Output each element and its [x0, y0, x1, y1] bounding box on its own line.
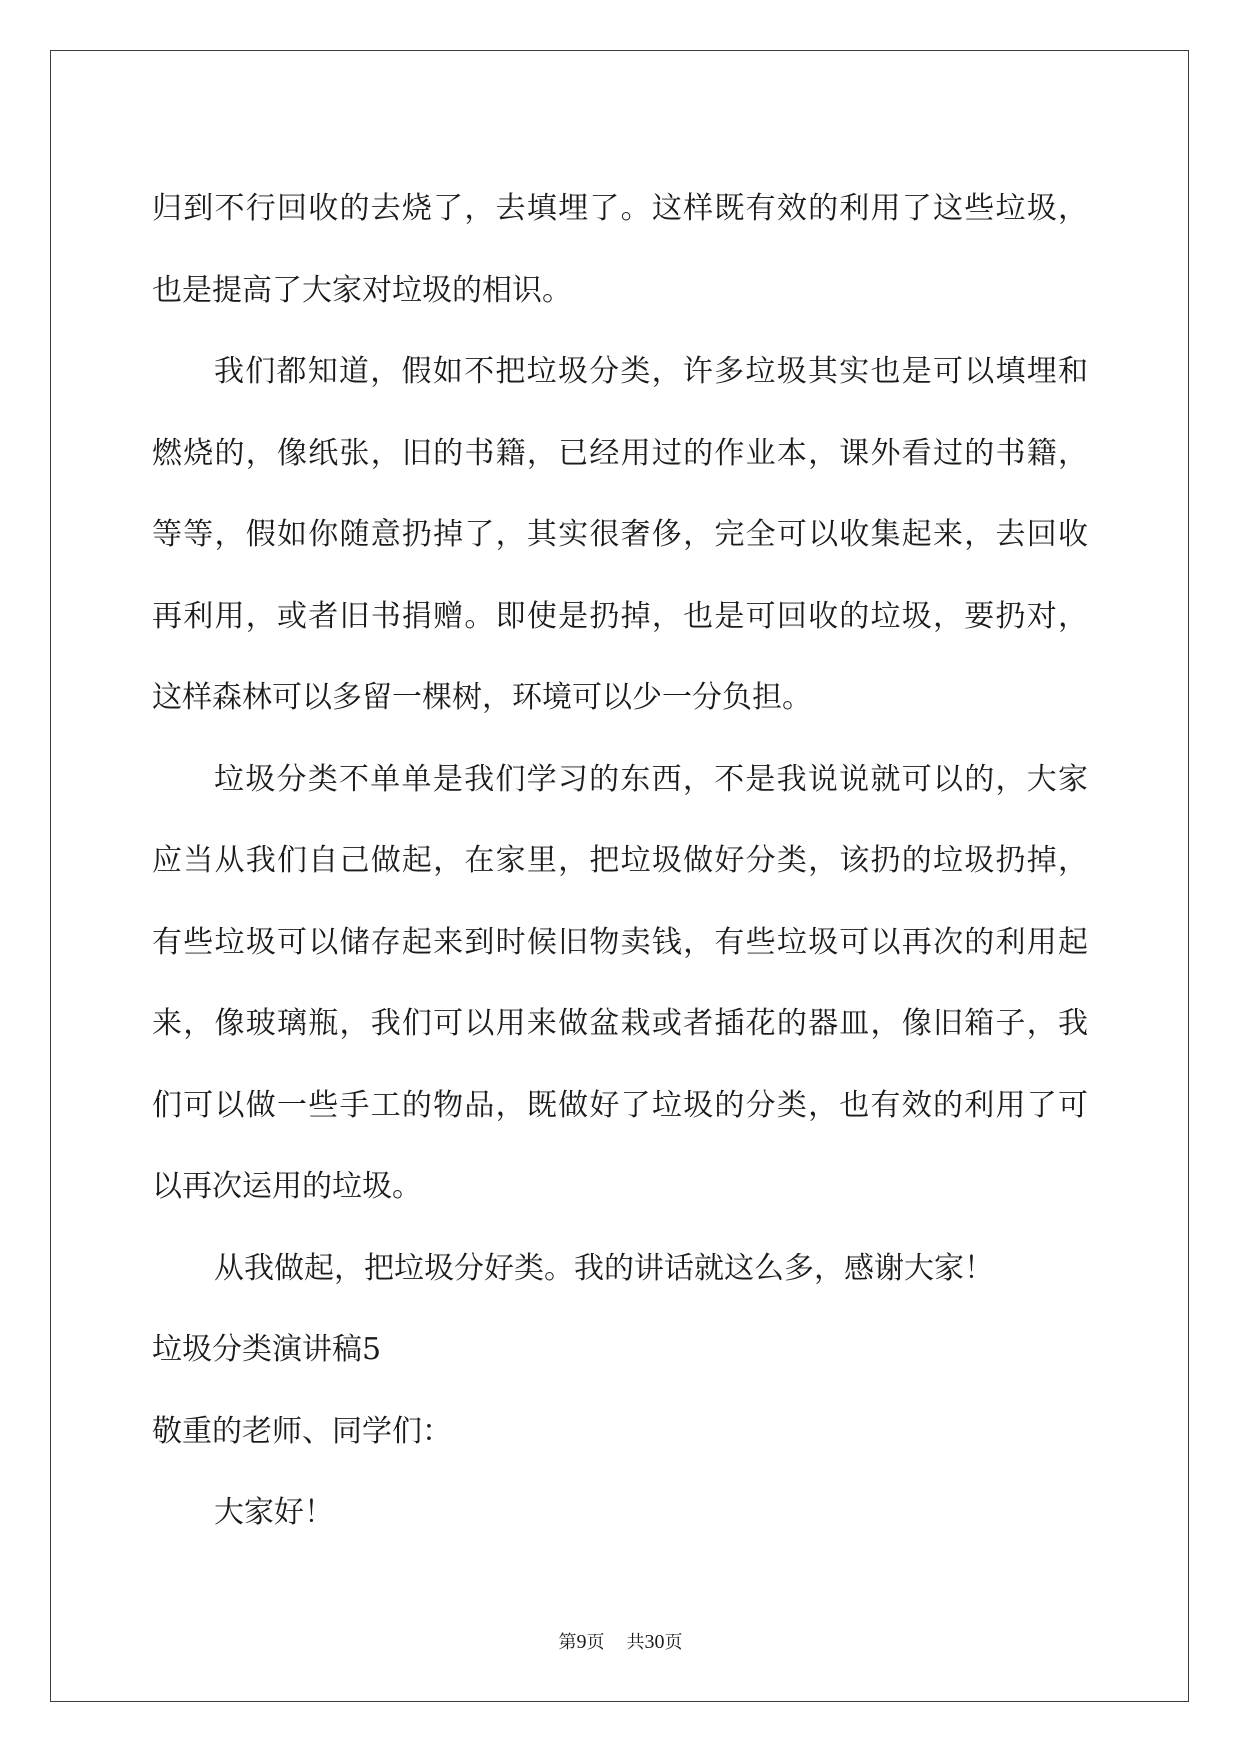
salutation: 敬重的老师、同学们： [152, 1413, 452, 1449]
text-line: 从我做起，把垃圾分好类。我的讲话就这么多，感谢大家！ [214, 1250, 994, 1286]
text-line: 归到不行回收的去烧了，去填埋了。这样既有效的利用了这些垃圾， [152, 191, 1088, 226]
text-line: 以再次运用的垃圾。 [152, 1169, 422, 1204]
text-line: 我们都知道，假如不把垃圾分类，许多垃圾其实也是可以填埋和 [214, 354, 1088, 389]
page-footer [0, 1628, 1241, 1654]
text-line: 应当从我们自己做起，在家里，把垃圾做好分类，该扔的垃圾扔掉， [152, 843, 1088, 878]
document-body [152, 168, 1088, 1554]
page-suffix: 页 [586, 1632, 605, 1653]
text-line: 来，像玻璃瓶，我们可以用来做盆栽或者插花的器皿，像旧箱子，我 [152, 1006, 1088, 1041]
greeting: 大家好！ [214, 1495, 334, 1530]
total-pages: 30 [644, 1631, 665, 1653]
text-line: 们可以做一些手工的物品，既做好了垃圾的分类，也有效的利用了可 [152, 1087, 1088, 1123]
text-line: 有些垃圾可以储存起来到时候旧物卖钱，有些垃圾可以再次的利用起 [152, 924, 1088, 960]
page-number: 9 [576, 1631, 587, 1653]
text-line: 垃圾分类不单单是我们学习的东西，不是我说说就可以的，大家 [214, 761, 1088, 797]
text-line: 燃烧的，像纸张，旧的书籍，已经用过的作业本，课外看过的书籍， [152, 435, 1088, 471]
text-line: 这样森林可以多留一棵树，环境可以少一分负担。 [152, 680, 812, 715]
text-line: 再利用，或者旧书捐赠。即使是扔掉，也是可回收的垃圾，要扔对， [152, 598, 1088, 634]
text-line: 等等，假如你随意扔掉了，其实很奢侈，完全可以收集起来，去回收 [152, 517, 1088, 552]
text-line: 也是提高了大家对垃圾的相识。 [152, 272, 572, 308]
total-suffix: 页 [664, 1632, 683, 1653]
section-heading: 垃圾分类演讲稿5 [152, 1332, 382, 1367]
total-prefix: 共 [626, 1632, 645, 1653]
page-prefix: 第 [558, 1632, 577, 1653]
